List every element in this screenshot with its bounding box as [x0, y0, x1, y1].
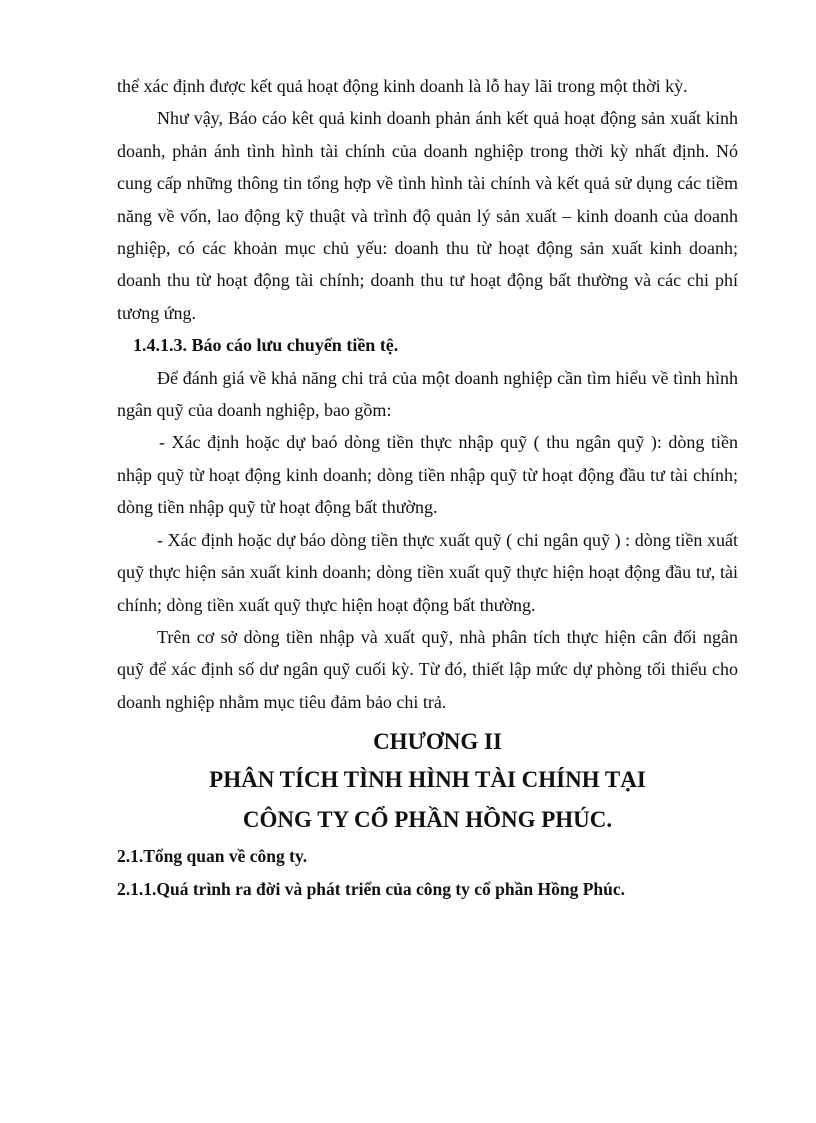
subheading-company-overview: 2.1.Tổng quan về công ty. [117, 846, 308, 867]
chapter-title-line-2: CÔNG TY CỔ PHẦN HỒNG PHÚC. [242, 807, 613, 833]
chapter-number: CHƯƠNG II [373, 729, 502, 755]
subheading-company-history: 2.1.1.Quá trình ra đời và phát triển của công ty cổ phần Hồng Phúc. [117, 878, 626, 899]
paragraph-income-statement-summary: Như vậy, Báo cáo kêt quả kinh doanh phản ánh kết quả hoạt động sản xuất kinh doanh, phản ánh tình hình tài chính của doanh nghiệp trong thời kỳ nhất định. Nó cung cấp những thông tin tổng hợp về tình hình tài chính và kết quả sử dụng các tiềm năng về vốn, lao động kỹ thuật và trình độ quản lý sản xuất – kinh doanh của doanh nghiệp, có các khoản mục chủ yếu: doanh thu từ hoạt động sản xuất kinh doanh; doanh thu từ hoạt động tài chính; doanh thu tư hoạt động bất thường và các chi phí tương ứng. [117, 108, 738, 323]
document-page [117, 70, 738, 905]
paragraph-intro-continuation: thể xác định được kết quả hoạt động kinh doanh là lỗ hay lãi trong một thời kỳ. [117, 76, 688, 96]
paragraph-cash-flow-intro: Để đánh giá về khả năng chi trả của một doanh nghiệp cần tìm hiểu về tình hình ngân quỹ của doanh nghiệp, bao gồm: [117, 367, 738, 421]
bullet-cash-inflow: - Xác định hoặc dự baó dòng tiền thực nhập quỹ ( thu ngân quỹ ): dòng tiền nhập quỹ từ hoạt động kinh doanh; dòng tiền nhập quỹ từ hoạt động đầu tư tài chính; dòng tiền nhập quỹ từ hoạt động bất thường. [117, 432, 738, 518]
chapter-title-line-1: PHÂN TÍCH TÌNH HÌNH TÀI CHÍNH TẠI [209, 767, 646, 793]
paragraph-cash-balance: Trên cơ sở dòng tiền nhập và xuất quỹ, nhà phân tích thực hiện cân đối ngân quỹ để xác định số dư ngân quỹ cuối kỳ. Từ đó, thiết lập mức dự phòng tối thiểu cho doanh nghiệp nhằm mục tiêu đảm bảo chi trả. [117, 626, 738, 712]
section-heading-cash-flow: 1.4.1.3. Báo cáo lưu chuyển tiền tệ. [133, 335, 399, 356]
bullet-cash-outflow: - Xác định hoặc dự báo dòng tiền thực xuất quỹ ( chi ngân quỹ ) : dòng tiền xuất quỹ thực hiện sản xuất kinh doanh; dòng tiền xuất quỹ thực hiện hoạt động đầu tư, tài chính; dòng tiền xuất quỹ thực hiện hoạt động bất thường. [117, 529, 738, 615]
